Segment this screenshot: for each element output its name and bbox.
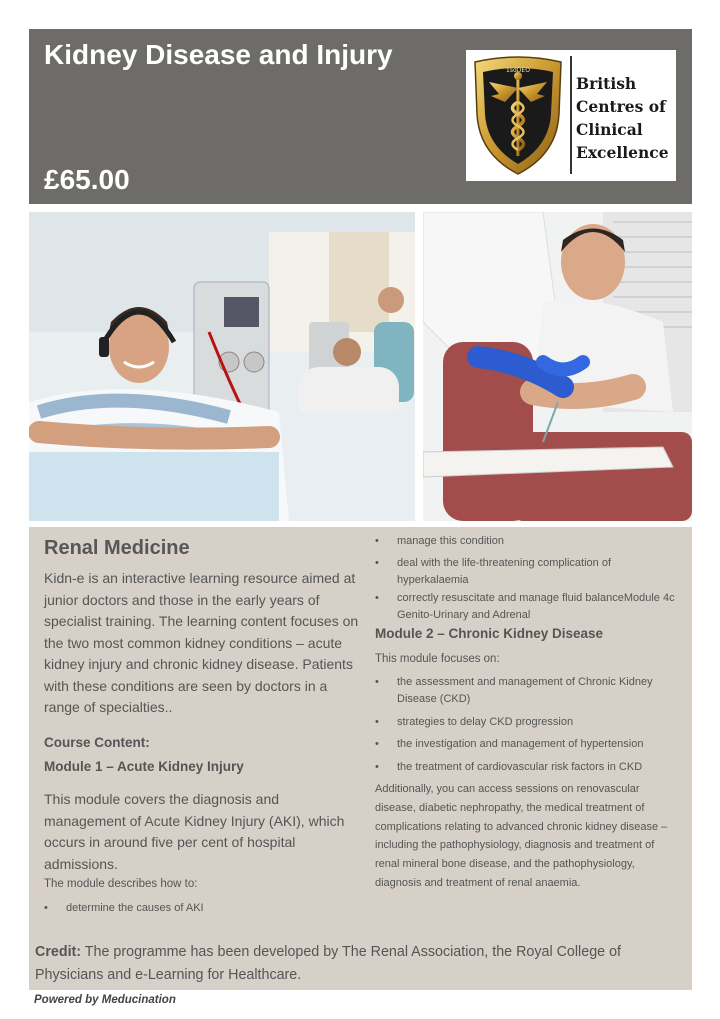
logo-divider	[570, 56, 572, 174]
course-title: Kidney Disease and Injury	[44, 39, 393, 70]
list-item: • the treatment of cardiovascular risk factors in CKD	[375, 761, 643, 773]
list-item: • determine the causes of AKI	[44, 902, 204, 914]
credit-text: The programme has been developed by The Renal Association, the Royal College of Physicians and e-Learning for Healthcare.	[35, 944, 621, 983]
logo-badge-text: 1sdDEO	[506, 67, 530, 74]
dialysis-patient-photo	[29, 212, 415, 521]
list-item: • the investigation and management of hypertension	[375, 738, 644, 750]
caduceus-shield-icon	[469, 54, 567, 178]
list-item: • strategies to delay CKD progression	[375, 716, 574, 728]
powered-by: Powered by Meducination	[34, 994, 176, 1006]
logo-line: British	[576, 74, 637, 93]
list-item: • the assessment and management of Chronic Kidney Disease (CKD)	[375, 676, 653, 705]
module2-title: Module 2 – Chronic Kidney Disease	[375, 626, 604, 641]
logo-line: Excellence	[576, 143, 669, 162]
credit-label: Credit:	[35, 944, 82, 960]
intro-paragraph: Kidn-e is an interactive learning resource aimed at junior doctors and those in the early years of specialist training. The learning content focuses on the two most common kidney conditions – acute kidney injury and chronic kidney disease. Patients with these conditions are seen by doctors in a range of specialties..	[44, 570, 359, 715]
course-details-panel	[29, 527, 692, 990]
module1-title: Module 1 – Acute Kidney Injury	[44, 759, 244, 774]
bcce-logo	[466, 50, 676, 181]
logo-name	[576, 72, 669, 164]
credit-statement	[35, 941, 690, 986]
course-price: £65.00	[44, 164, 130, 195]
section-title: Renal Medicine	[44, 537, 190, 559]
logo-line: Clinical	[576, 120, 643, 139]
module2-additional: Additionally, you can access sessions on renovascular disease, diabetic nephropathy, the medical treatment of complications relating to advanced chronic kidney disease – including the pathophysiology, diagnosis and treatment of renal mineral bone disease, and the pathophysiology, diagnosis and treatment of renal anaemia.	[375, 783, 668, 889]
list-item: • correctly resuscitate and manage fluid balanceModule 4c Genito-Urinary and Adrenal	[375, 592, 675, 621]
cannula-insertion-photo	[423, 212, 692, 521]
course-content-label: Course Content:	[44, 735, 150, 750]
module1-howto: The module describes how to:	[44, 878, 198, 890]
logo-line: Centres of	[576, 97, 666, 116]
list-item: • manage this condition	[375, 535, 505, 547]
list-item: • deal with the life-threatening complication of hyperkalaemia	[375, 557, 612, 586]
course-header	[29, 29, 692, 204]
module2-intro: This module focuses on:	[375, 653, 500, 665]
module1-description: This module covers the diagnosis and management of Acute Kidney Injury (AKI), which occurs in around five per cent of hospital admissions.	[44, 791, 345, 872]
